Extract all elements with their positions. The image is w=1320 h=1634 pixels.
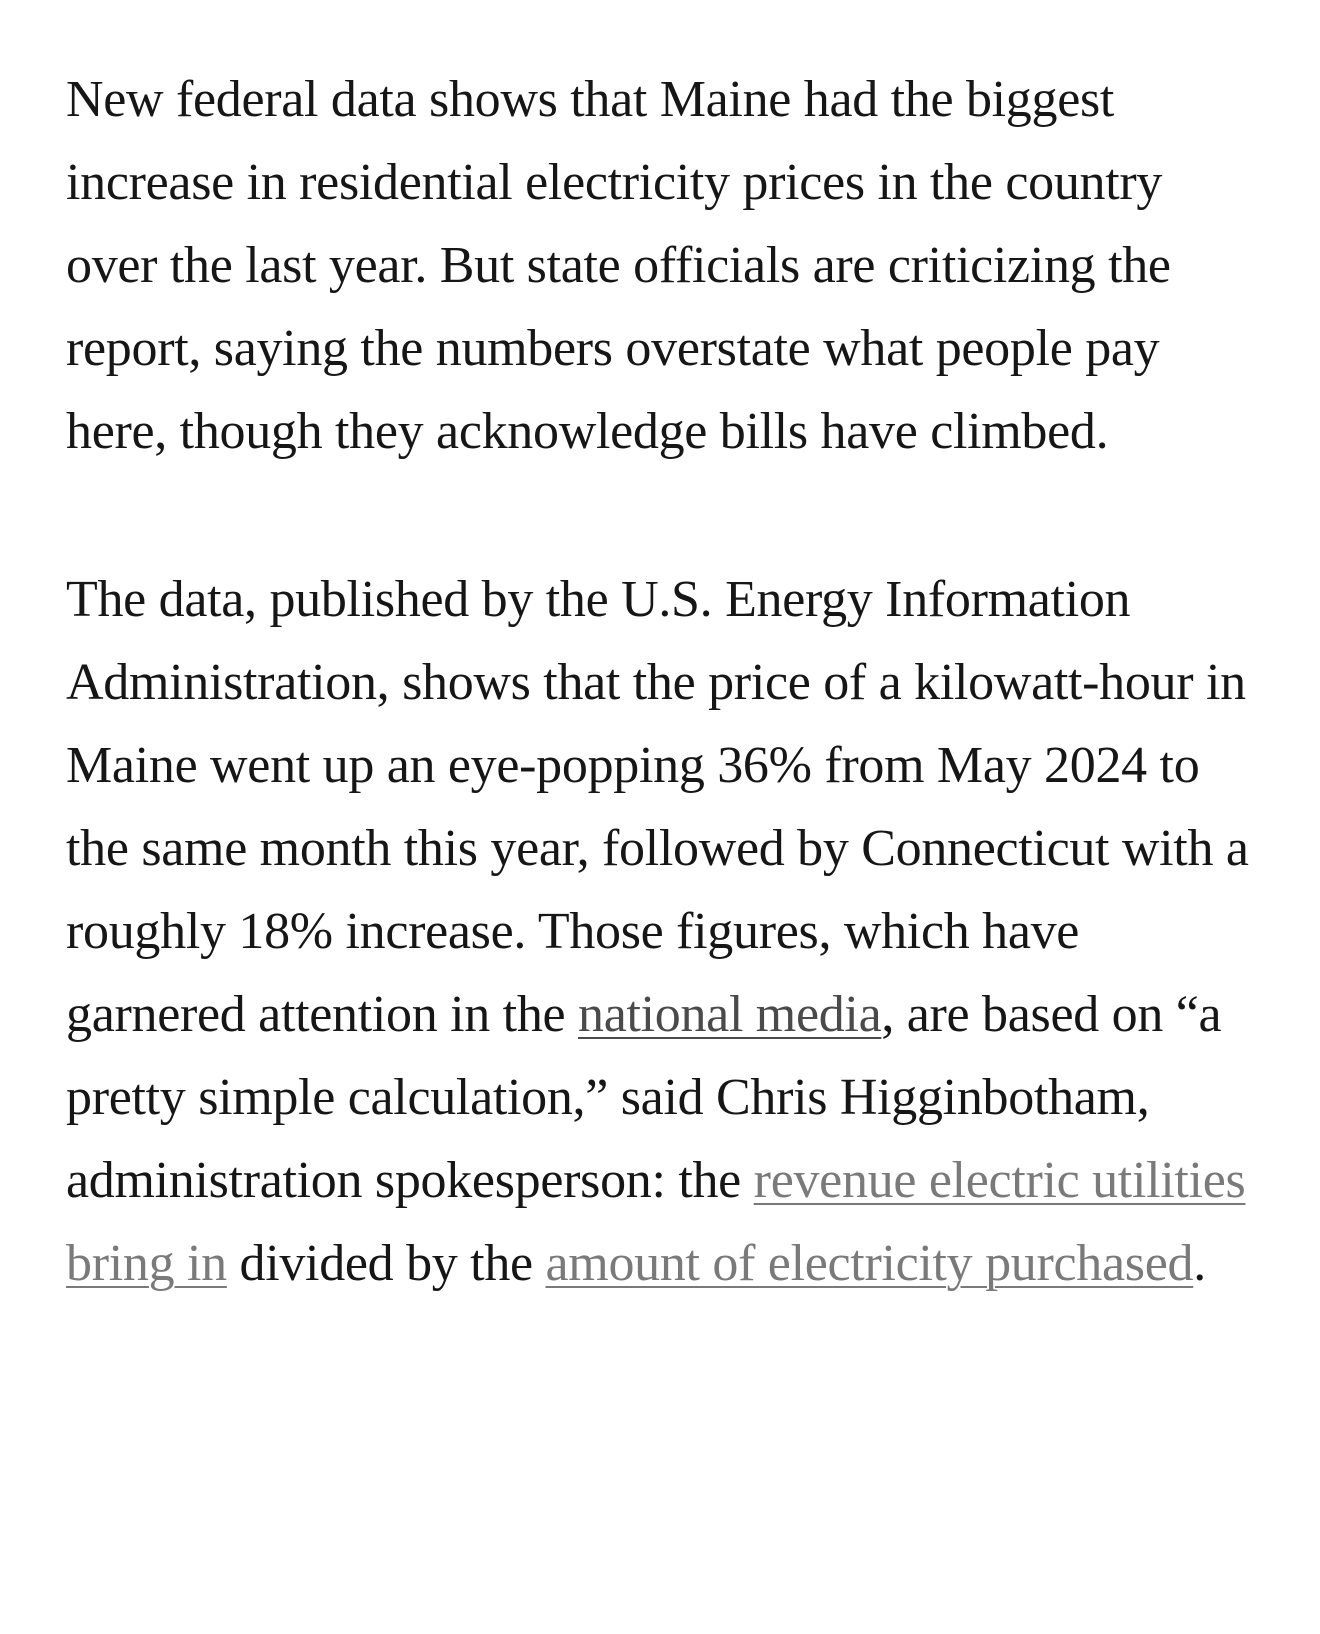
utility-revenue-link[interactable]: revenue electric utilities bring in	[66, 1152, 1246, 1292]
article-body	[66, 58, 1256, 1305]
paragraph-text: The data, published by the U.S. Energy Information Administration, shows that the price of a kilowatt-hour in Maine went up an eye-popping 36% from May 2024 to the same month this year, followed by Connecticut with a roughly 18% increase. Those figures, which have garnered attention in the	[66, 571, 1249, 1043]
electricity-purchased-link[interactable]: amount of electricity purchased	[545, 1235, 1194, 1292]
national-media-link[interactable]: national media	[578, 986, 882, 1043]
article-paragraph-data	[66, 558, 1256, 1305]
paragraph-text: divided by the	[226, 1235, 546, 1292]
paragraph-text: .	[1193, 1235, 1206, 1292]
paragraph-text: , are based on “a pretty simple calculation,” said Chris Higginbotham, administration spokesperson: the	[66, 986, 1222, 1209]
article-paragraph-intro: New federal data shows that Maine had the biggest increase in residential electricity prices in the country over the last year. But state officials are criticizing the report, saying the numbers overstate what people pay here, though they acknowledge bills have climbed.	[66, 71, 1171, 460]
